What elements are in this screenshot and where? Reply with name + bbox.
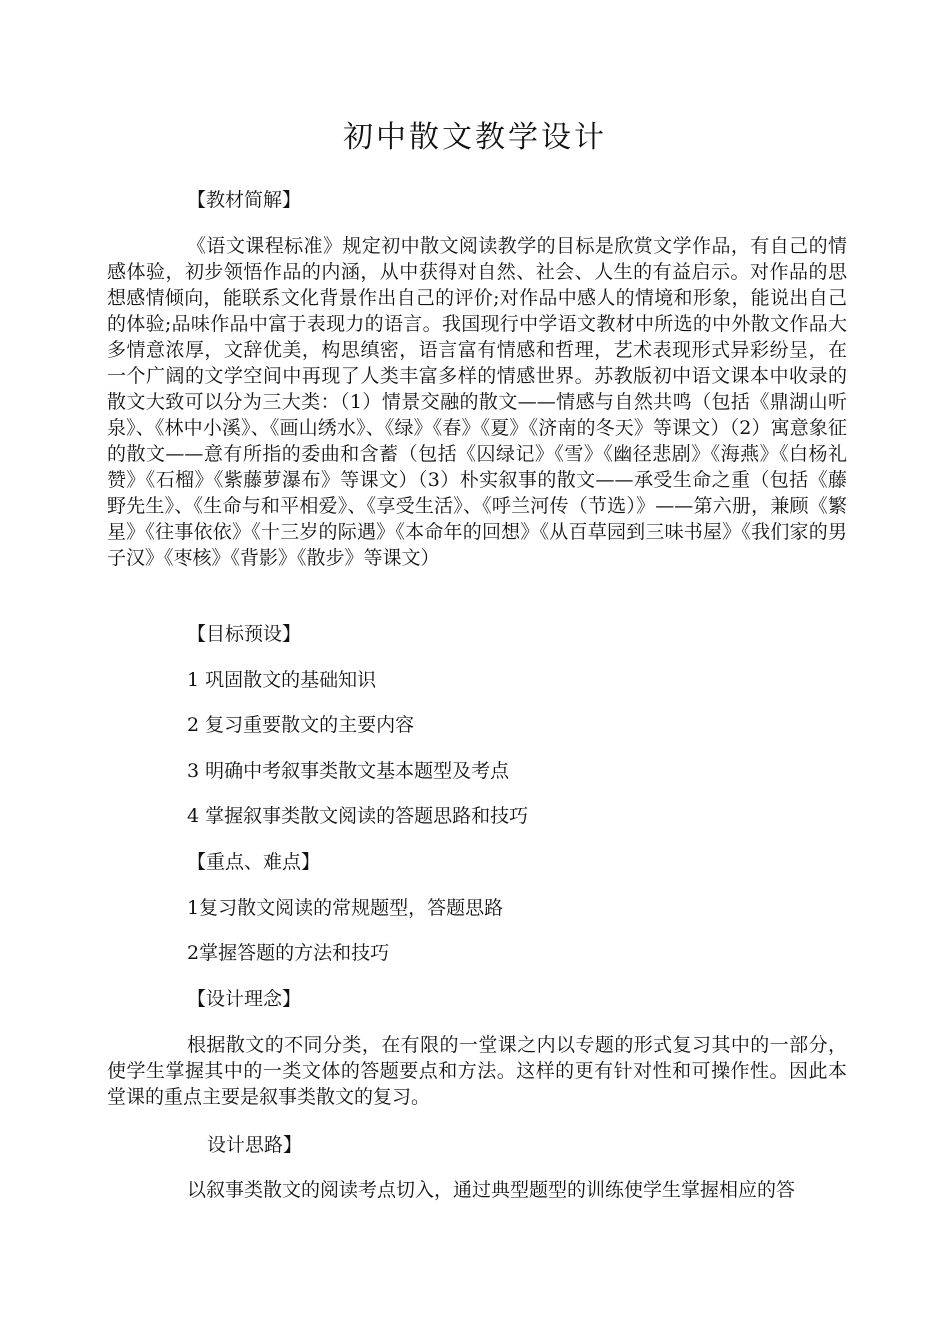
section-heading-silu: 设计思路】 <box>207 1134 303 1156</box>
goal-item-4: 4 掌握叙事类散文阅读的答题思路和技巧 <box>187 805 529 827</box>
section-body-silu: 以叙事类散文的阅读考点切入，通过典型题型的训练使学生掌握相应的答 <box>187 1179 796 1201</box>
goal-item-3: 3 明确中考叙事类散文基本题型及考点 <box>187 760 510 782</box>
section-heading-jiaocai: 【教材简解】 <box>187 189 302 211</box>
section-body-jiaocai: 《语文课程标准》规定初中散文阅读教学的目标是欣赏文学作品，有自己的情感体验，初步领悟作品的内涵，从中获得对自然、社会、人生的有益启示。对作品的思想感情倾向，能联系文化背景作出自己的评价;对作品中感人的情境和形象，能说出自己的体验;品味作品中富于表现力的语言。我国现行中学语文教材中所选的中外散文作品大多情意浓厚，文辞优美，构思缜密，语言富有情感和哲理，艺术表现形式异彩纷呈，在一个广阔的文学空间中再现了人类丰富多样的情感世界。苏教版初中语文课本中收录的散文大致可以分为三大类：（1）情景交融的散文——情感与自然共鸣（包括《鼎湖山听泉》、《林中小溪》、《画山绣水》、《绿》《春》《夏》《济南的冬天》等课文）（2）寓意象征的散文——意有所指的委曲和含蓄（包括《囚绿记》《雪》《幽径悲剧》《海燕》《白杨礼赞》《石榴》《紫藤萝瀑布》等课文）（3）朴实叙事的散文——承受生命之重（包括《藤野先生》、《生命与和平相爱》、《享受生活》、《呼兰河传（节选）》——第六册，兼顾《繁星》《往事依依》《十三岁的际遇》《本命年的回想》《从百草园到三味书屋》《我们家的男子汉》《枣核》《背影》《散步》等课文） <box>107 235 847 569</box>
goal-item-2: 2 复习重要散文的主要内容 <box>187 714 415 736</box>
section-heading-zhongdian: 【重点、难点】 <box>187 851 321 873</box>
goal-item-1: 1 巩固散文的基础知识 <box>187 669 377 691</box>
section-heading-linian: 【设计理念】 <box>187 988 302 1010</box>
section-heading-mubiao: 【目标预设】 <box>187 623 302 645</box>
key-item-1: 1复习散文阅读的常规题型，答题思路 <box>187 897 504 919</box>
key-item-2: 2掌握答题的方法和技巧 <box>187 942 390 964</box>
section-body-linian: 根据散文的不同分类，在有限的一堂课之内以专题的形式复习其中的一部分，使学生掌握其中的一类文体的答题要点和方法。这样的更有针对性和可操作性。因此本堂课的重点主要是叙事类散文的复习。 <box>107 1034 847 1108</box>
document-title: 初中散文教学设计 <box>343 120 607 155</box>
